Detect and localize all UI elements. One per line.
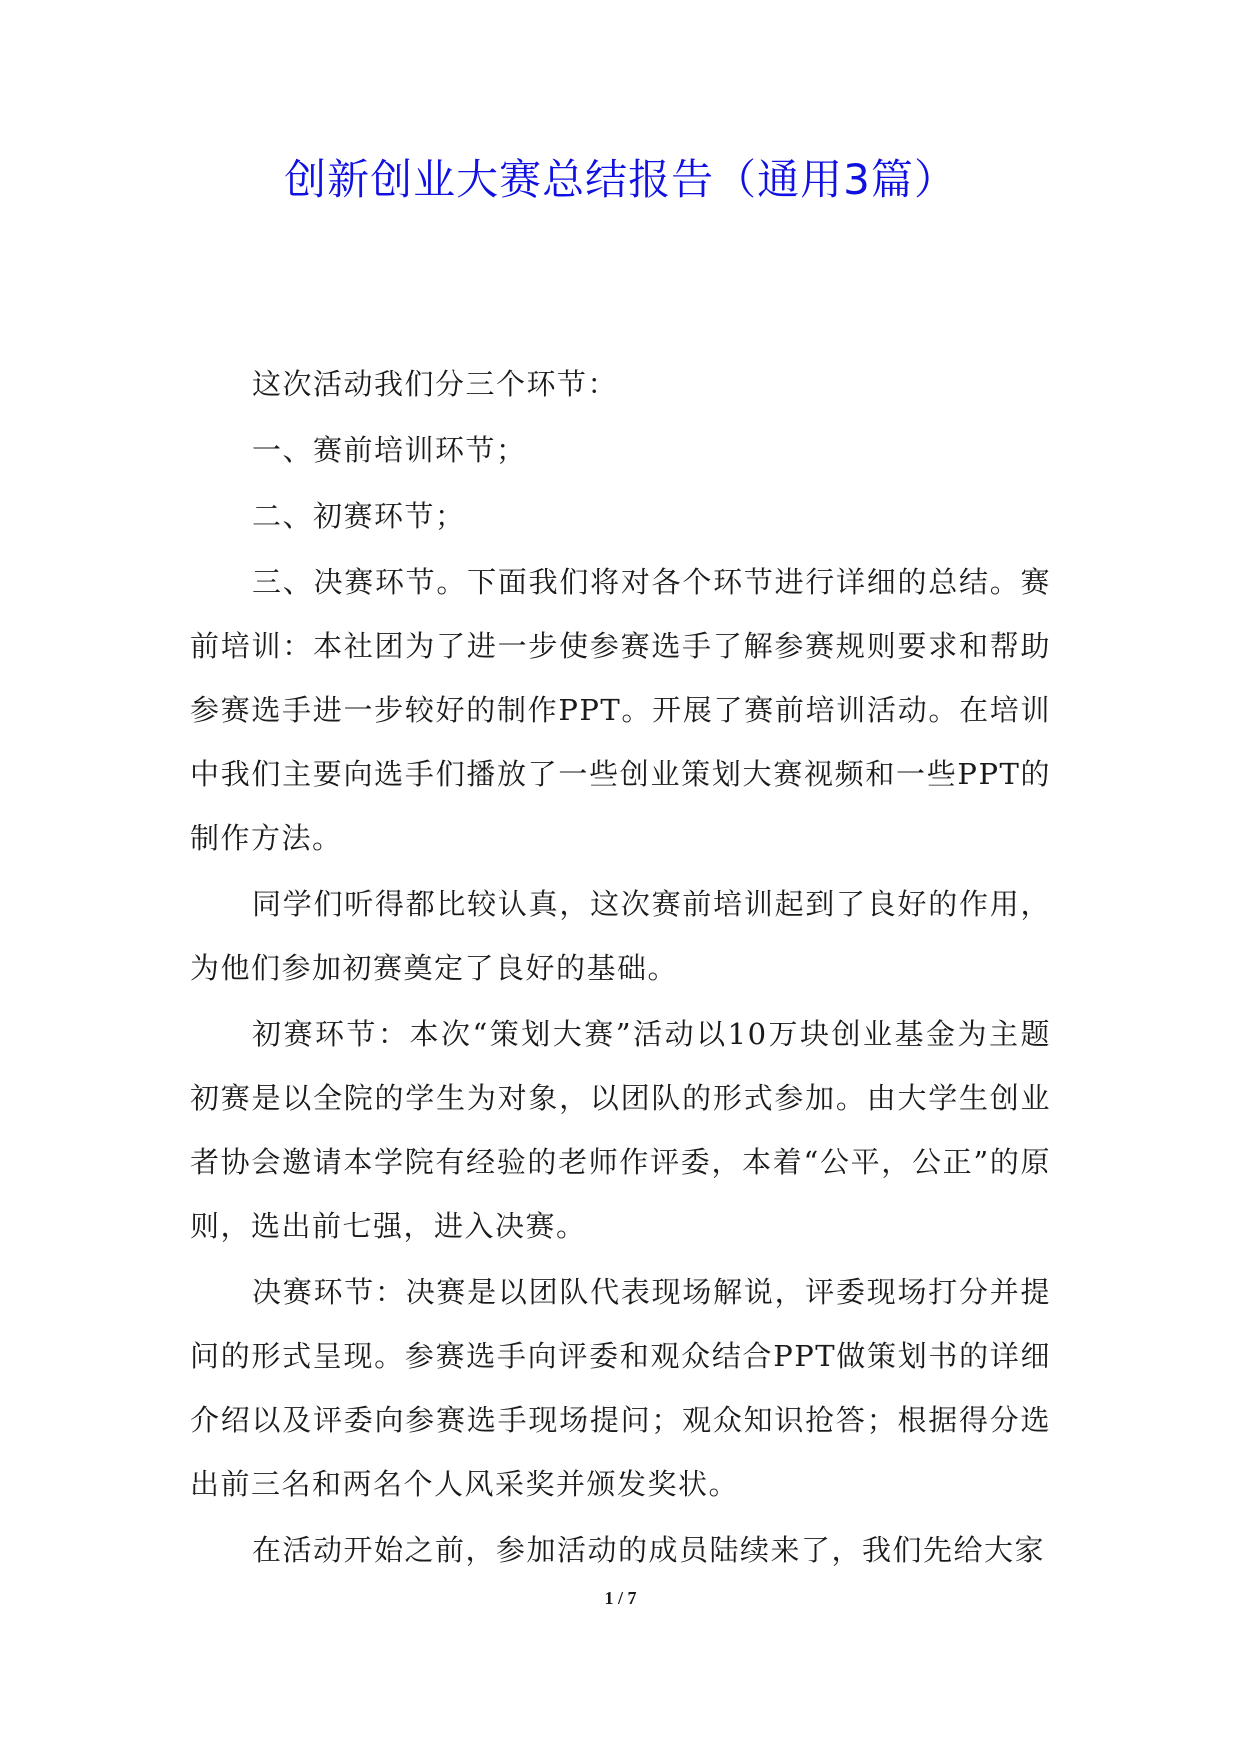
paragraph-final: 决赛环节：决赛是以团队代表现场解说，评委现场打分并提问的形式呈现。参赛选手向评委和观众结合PPT做策划书的详细介绍以及评委向参赛选手现场提问；观众知识抢答；根据得分选出前三名和两名个人风采奖并颁发奖状。 [190, 1275, 1051, 1501]
paragraph-step-three: 三、决赛环节。下面我们将对各个环节进行详细的总结。赛前培训：本社团为了进一步使参赛选手了解参赛规则要求和帮助参赛选手进一步较好的制作PPT。开展了赛前培训活动。在培训中我们主要向选手们播放了一些创业策划大赛视频和一些PPT的制作方法。 [190, 565, 1051, 855]
page-title: 创新创业大赛总结报告（通用3篇） [284, 155, 957, 204]
paragraph-intro: 这次活动我们分三个环节： [252, 367, 619, 401]
paragraph-preliminary: 初赛环节：本次“策划大赛”活动以10万块创业基金为主题初赛是以全院的学生为对象，以团队的形式参加。由大学生创业者协会邀请本学院有经验的老师作评委，本着“公平，公正”的原则，选出前七强，进入决赛。 [190, 1017, 1051, 1243]
paragraph-training-result: 同学们听得都比较认真，这次赛前培训起到了良好的作用，为他们参加初赛奠定了良好的基础。 [190, 887, 1051, 985]
page-number: 1 / 7 [604, 1588, 637, 1608]
paragraph-before-event: 在活动开始之前，参加活动的成员陆续来了，我们先给大家 [252, 1533, 1046, 1567]
paragraph-step-one: 一、赛前培训环节； [252, 433, 527, 467]
paragraph-step-two: 二、初赛环节； [252, 499, 466, 533]
document-body [190, 352, 1051, 1584]
